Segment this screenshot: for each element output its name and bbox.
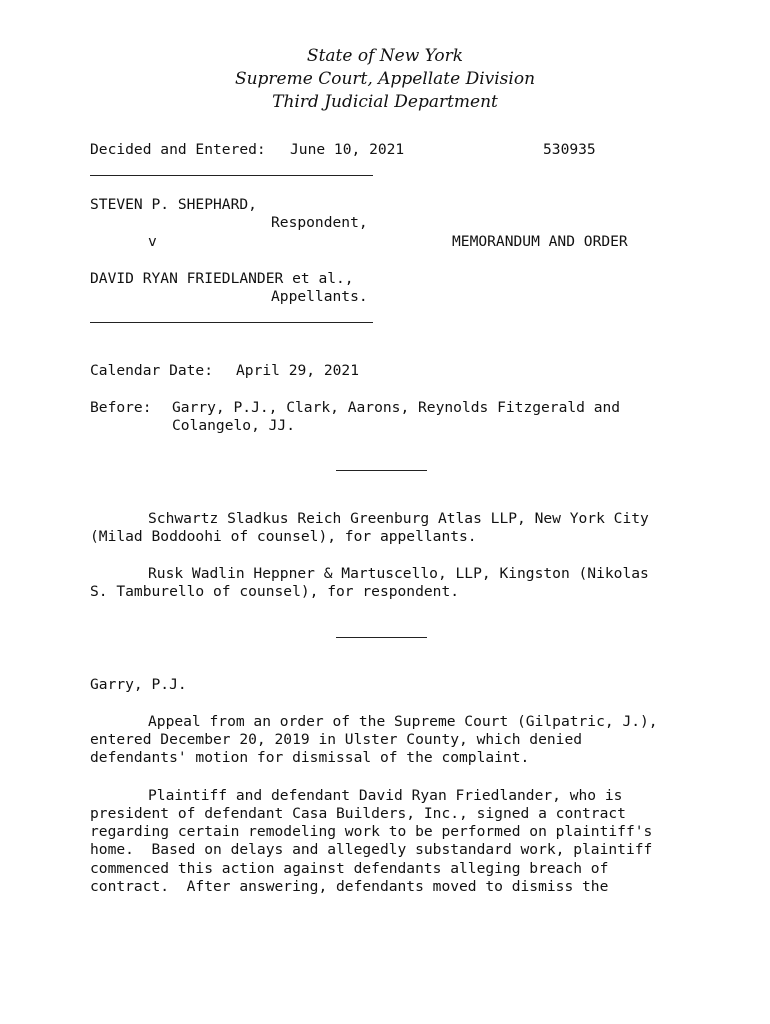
decided-label: Decided and Entered: xyxy=(90,141,266,158)
decided-date: June 10, 2021 xyxy=(290,141,405,158)
paragraph-line: entered December 20, 2019 in Ulster County, which denied xyxy=(90,731,583,748)
respondent-counsel-line1: Rusk Wadlin Heppner & Martuscello, LLP, Kingston (Nikolas xyxy=(148,565,649,582)
respondent-counsel-line2: S. Tamburello of counsel), for respondent. xyxy=(90,583,460,600)
section-divider-2 xyxy=(336,637,427,638)
court-header-court: Supreme Court, Appellate Division xyxy=(234,69,536,89)
paragraph-line: regarding certain remodeling work to be performed on plaintiff's xyxy=(90,823,653,840)
appellants-counsel-line1: Schwartz Sladkus Reich Greenburg Atlas LLP, New York City xyxy=(148,510,649,527)
paragraph-line: Appeal from an order of the Supreme Court (Gilpatric, J.), xyxy=(148,713,658,730)
paragraph-line: commenced this action against defendants alleging breach of xyxy=(90,860,609,877)
caption-rule-top xyxy=(90,175,373,176)
defendant-name: DAVID RYAN FRIEDLANDER et al., xyxy=(90,270,354,287)
before-justices-line2: Colangelo, JJ. xyxy=(172,417,296,434)
section-divider-1 xyxy=(336,470,427,471)
docket-number: 530935 xyxy=(543,141,596,158)
appellants-counsel-line2: (Milad Boddoohi of counsel), for appellants. xyxy=(90,528,477,545)
paragraph-line: Plaintiff and defendant David Ryan Friedlander, who is xyxy=(148,787,623,804)
before-justices-line1: Garry, P.J., Clark, Aarons, Reynolds Fitzgerald and xyxy=(172,399,621,416)
paragraph-line: contract. After answering, defendants moved to dismiss the xyxy=(90,878,609,895)
paragraph-line: home. Based on delays and allegedly substandard work, plaintiff xyxy=(90,841,653,858)
calendar-label: Calendar Date: xyxy=(90,362,214,379)
plaintiff-name: STEVEN P. SHEPHARD, xyxy=(90,196,257,213)
caption-rule-bottom xyxy=(90,322,373,323)
court-header-department: Third Judicial Department xyxy=(272,92,498,112)
paragraph-line: president of defendant Casa Builders, Inc., signed a contract xyxy=(90,805,626,822)
paragraph-line: defendants' motion for dismissal of the complaint. xyxy=(90,749,530,766)
opinion-author: Garry, P.J. xyxy=(90,676,187,693)
before-label: Before: xyxy=(90,399,152,416)
defendant-role: Appellants. xyxy=(271,288,368,305)
document-type: MEMORANDUM AND ORDER xyxy=(452,233,628,250)
calendar-date: April 29, 2021 xyxy=(236,362,360,379)
court-header-state: State of New York xyxy=(306,46,464,66)
versus-label: v xyxy=(148,233,157,250)
plaintiff-role: Respondent, xyxy=(271,214,368,231)
